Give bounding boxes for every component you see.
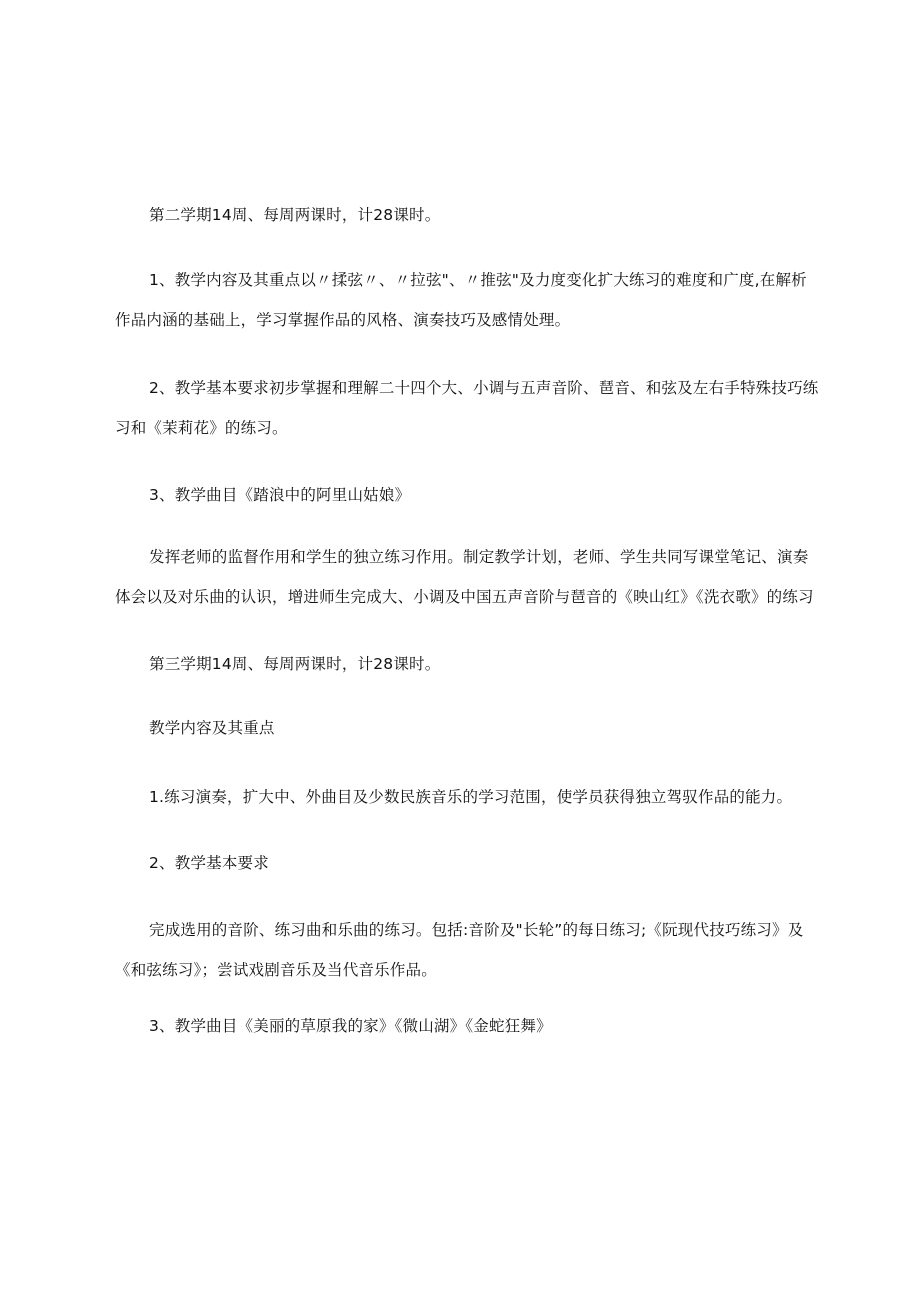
- paragraph-practice-1: [115, 777, 815, 817]
- paragraph-line: 2、教学基本要求: [149, 854, 269, 872]
- paragraph-semester-2-schedule: [115, 195, 815, 235]
- paragraph-line: 教学内容及其重点: [149, 719, 275, 737]
- paragraph-line: 第三学期14周、每周两课时，计28课时。: [149, 655, 441, 673]
- paragraph-line: 第二学期14周、每周两课时，计28课时。: [149, 206, 441, 224]
- paragraph-repertoire-semester-3: [115, 1006, 815, 1046]
- paragraph-line: 2、教学基本要求初步掌握和理解二十四个大、小调与五声音阶、琶音、和弦及左右手特殊技巧练: [149, 379, 819, 397]
- paragraph-line: 完成选用的音阶、练习曲和乐曲的练习。包括:音阶及"长轮”的每日练习;《阮现代技巧练习》及: [149, 921, 804, 939]
- paragraph-line: 1.练习演奏，扩大中、外曲目及少数民族音乐的学习范围，使学员获得独立驾驭作品的能力。: [149, 788, 793, 806]
- paragraph-line: 《和弦练习》；尝试戏剧音乐及当代音乐作品。: [115, 961, 437, 979]
- paragraph-content-focus-heading: [115, 708, 815, 748]
- paragraph-basic-requirements-heading: [115, 843, 815, 883]
- paragraph-line: 3、教学曲目《美丽的草原我的家》《微山湖》《金蛇狂舞》: [149, 1017, 552, 1035]
- paragraph-content-focus-1: [115, 260, 815, 340]
- paragraph-line: 1、教学内容及其重点以〃揉弦〃、〃拉弦"、〃推弦"及力度变化扩大练习的难度和广度,在解析: [149, 271, 807, 289]
- paragraph-line: 体会以及对乐曲的认识，增进师生完成大、小调及中国五声音阶与琶音的《映山红》《洗衣歌》的练习: [115, 588, 814, 606]
- paragraph-line: 习和《茉莉花》的练习。: [115, 419, 288, 437]
- paragraph-teaching-method: [115, 537, 815, 617]
- paragraph-line: 3、教学曲目《踏浪中的阿里山姑娘》: [149, 486, 411, 504]
- paragraph-line: 发挥老师的监督作用和学生的独立练习作用。制定教学计划，老师、学生共同写课堂笔记、演奏: [149, 548, 809, 566]
- paragraph-repertoire-3: [115, 475, 815, 515]
- paragraph-basic-requirements-2: [115, 368, 819, 448]
- paragraph-exercises: [115, 910, 815, 990]
- paragraph-line: 作品内涵的基础上，学习掌握作品的风格、演奏技巧及感情处理。: [115, 311, 571, 329]
- paragraph-semester-3-schedule: [115, 644, 815, 684]
